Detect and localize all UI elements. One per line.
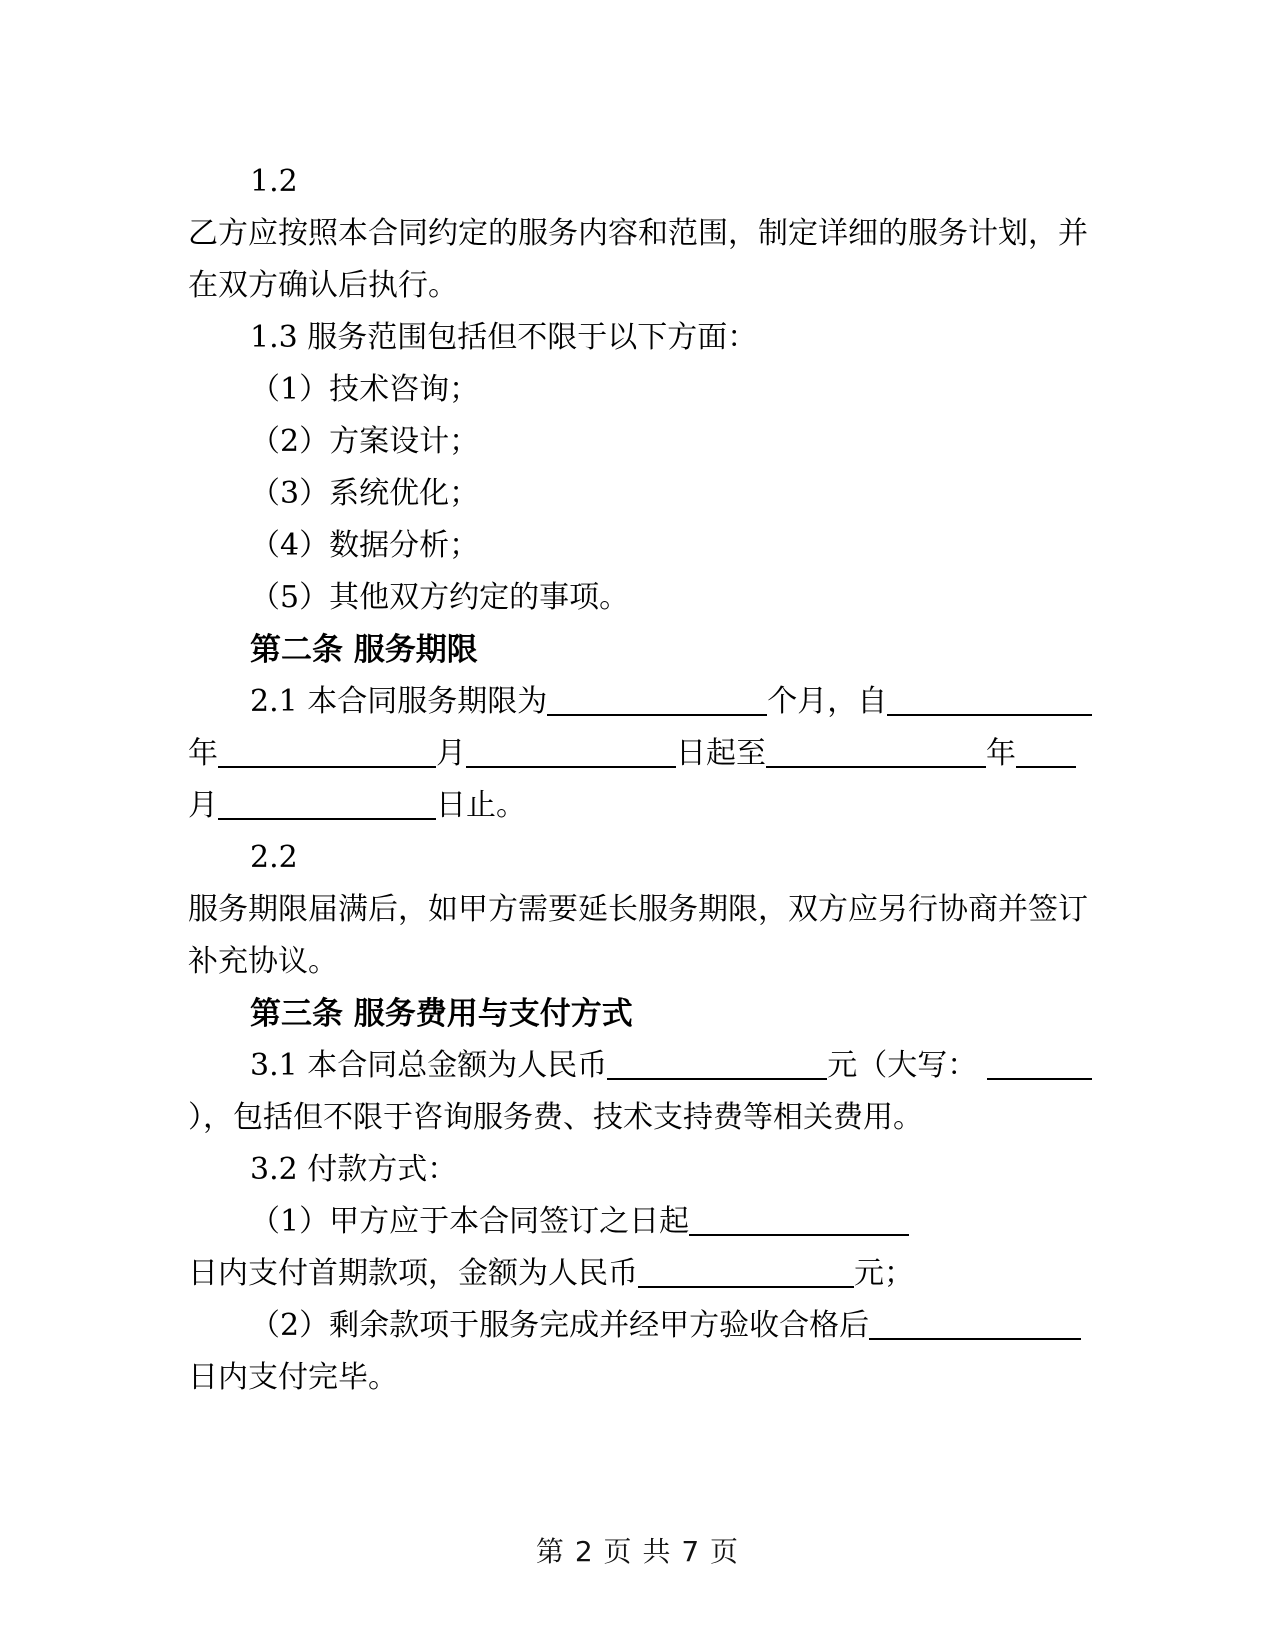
fill-in-blank	[638, 1256, 854, 1288]
text-run: 1.2	[250, 164, 298, 199]
text-line	[188, 1352, 1098, 1404]
document-body	[188, 156, 1098, 1404]
text-run: （2）剩余款项于服务完成并经甲方验收合格后	[250, 1308, 870, 1343]
text-line	[188, 676, 1098, 728]
section-heading	[188, 988, 1098, 1040]
text-line	[188, 312, 1098, 364]
text-run: 月	[188, 788, 218, 823]
text-run: 元；	[854, 1256, 914, 1291]
fill-in-blank	[766, 736, 986, 768]
text-line	[188, 364, 1098, 416]
text-run: （4）数据分析；	[250, 528, 480, 563]
text-line	[188, 572, 1098, 624]
text-run: 3.2 付款方式：	[250, 1152, 458, 1187]
text-run: 日内支付首期款项，金额为人民币	[188, 1256, 638, 1291]
text-run: （5）其他双方约定的事项。	[250, 580, 630, 615]
text-line	[188, 884, 1098, 936]
text-run: 日起至	[676, 736, 766, 771]
text-run: 2.1 本合同服务期限为	[250, 684, 548, 719]
text-run: （2）方案设计；	[250, 424, 480, 459]
fill-in-blank	[218, 736, 436, 768]
text-line	[188, 1092, 1098, 1144]
text-line	[188, 936, 1098, 988]
fill-in-blank	[1016, 736, 1076, 768]
text-run: （1）技术咨询；	[250, 372, 480, 407]
text-line	[188, 520, 1098, 572]
text-run: 3.1 本合同总金额为人民币	[250, 1048, 608, 1083]
text-run: 年	[986, 736, 1016, 771]
text-run: 个月，自	[767, 684, 888, 719]
text-line	[188, 1196, 1098, 1248]
page-number-text: 第 2 页 共 7 页	[535, 1535, 740, 1568]
text-run: 2.2	[250, 840, 298, 875]
text-run: 补充协议。	[188, 944, 338, 979]
fill-in-blank	[218, 788, 436, 820]
text-line	[188, 156, 1098, 208]
text-run: 月	[436, 736, 466, 771]
fill-in-blank	[689, 1204, 909, 1236]
text-line	[188, 1144, 1098, 1196]
text-line	[188, 416, 1098, 468]
text-line	[188, 260, 1098, 312]
text-run: 日止。	[436, 788, 526, 823]
text-line	[188, 780, 1098, 832]
text-line	[188, 468, 1098, 520]
page-number-footer	[0, 1530, 1275, 1570]
text-line	[188, 832, 1098, 884]
fill-in-blank	[547, 684, 767, 716]
text-run: 第三条 服务费用与支付方式	[250, 996, 633, 1032]
text-run: 乙方应按照本合同约定的服务内容和范围，制定详细的服务计划，并	[188, 216, 1088, 251]
text-run: 在双方确认后执行。	[188, 268, 458, 303]
text-line	[188, 1040, 1098, 1092]
fill-in-blank	[987, 1048, 1092, 1080]
text-line	[188, 728, 1098, 780]
text-line	[188, 1248, 1098, 1300]
fill-in-blank	[887, 684, 1092, 716]
text-run: 第二条 服务期限	[250, 632, 478, 668]
fill-in-blank	[607, 1048, 827, 1080]
text-line	[188, 208, 1098, 260]
text-run: 1.3 服务范围包括但不限于以下方面：	[250, 320, 758, 355]
fill-in-blank	[466, 736, 676, 768]
text-run: （1）甲方应于本合同签订之日起	[250, 1204, 690, 1239]
text-run: 服务期限届满后，如甲方需要延长服务期限，双方应另行协商并签订	[188, 892, 1088, 927]
text-run: 元（大写：	[827, 1048, 978, 1083]
fill-in-blank	[869, 1308, 1081, 1340]
section-heading	[188, 624, 1098, 676]
text-run: （3）系统优化；	[250, 476, 480, 511]
text-line	[188, 1300, 1098, 1352]
text-run: 日内支付完毕。	[188, 1360, 398, 1395]
text-run: ），包括但不限于咨询服务费、技术支持费等相关费用。	[188, 1100, 923, 1135]
text-run: 年	[188, 736, 218, 771]
